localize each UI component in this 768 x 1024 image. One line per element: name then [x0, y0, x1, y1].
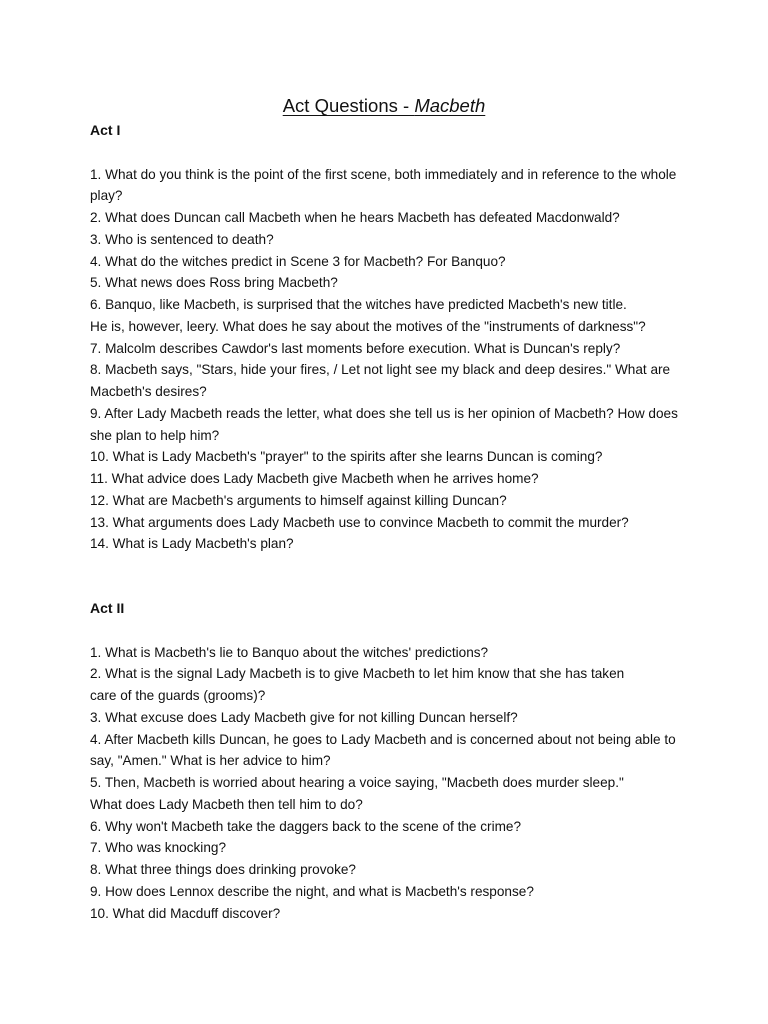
question-item: 5. What news does Ross bring Macbeth? [90, 275, 338, 291]
question-item: 9. How does Lennox describe the night, and what is Macbeth's response? [90, 883, 534, 899]
section-act-1 [90, 120, 685, 555]
question-item: 8. What three things does drinking provoke? [90, 862, 356, 877]
question-item: 11. What advice does Lady Macbeth give Macbeth when he arrives home? [90, 471, 539, 486]
question-item: 10. What is Lady Macbeth's "prayer" to the spirits after she learns Duncan is coming? [90, 449, 603, 465]
question-item: 2. What does Duncan call Macbeth when he hears Macbeth has defeated Macdonwald? [90, 210, 620, 225]
spacer [90, 620, 685, 642]
act-1-heading: Act I [90, 122, 121, 138]
question-item: 6. Why won't Macbeth take the daggers back to the scene of the crime? [90, 818, 522, 834]
question-item: What does Lady Macbeth then tell him to do? [90, 796, 363, 812]
question-item: 13. What arguments does Lady Macbeth use to convince Macbeth to commit the murder? [90, 514, 629, 530]
question-item: 9. After Lady Macbeth reads the letter, what does she tell us is her opinion of Macbeth? How does she plan to help him? [90, 405, 678, 443]
question-item: 10. What did Macduff discover? [90, 905, 281, 921]
question-item: 3. Who is sentenced to death? [90, 231, 274, 247]
question-item: 14. What is Lady Macbeth's plan? [90, 536, 294, 552]
question-item: 7. Malcolm describes Cawdor's last moments before execution. What is Duncan's reply? [90, 340, 621, 356]
page-title [0, 94, 768, 118]
question-item: 5. Then, Macbeth is worried about hearing a voice saying, "Macbeth does murder sleep." [90, 775, 624, 790]
question-item: 6. Banquo, like Macbeth, is surprised that the witches have predicted Macbeth's new title. [90, 297, 627, 312]
question-item: 1. What do you think is the point of the first scene, both immediately and in reference to the whole play? [90, 166, 677, 204]
spacer [90, 142, 685, 164]
question-item: 4. What do the witches predict in Scene 3 for Macbeth? For Banquo? [90, 253, 506, 269]
question-item: 2. What is the signal Lady Macbeth is to give Macbeth to let him know that she has taken [90, 666, 625, 682]
question-item: 4. After Macbeth kills Duncan, he goes to Lady Macbeth and is concerned about not being able to say, "Amen." What is her advice to him? [90, 731, 676, 769]
question-item: 1. What is Macbeth's lie to Banquo about the witches' predictions? [90, 644, 489, 660]
title-play-name: Macbeth [414, 95, 486, 116]
question-item: 7. Who was knocking? [90, 840, 227, 856]
act-2-heading: Act II [90, 600, 125, 616]
question-item: 12. What are Macbeth's arguments to himself against killing Duncan? [90, 492, 507, 508]
question-item: 8. Macbeth says, "Stars, hide your fires, / Let not light see my black and deep desires." What are Macbeth's desires? [90, 362, 671, 399]
title-prefix: Act Questions - [282, 95, 415, 116]
question-item: 3. What excuse does Lady Macbeth give for not killing Duncan herself? [90, 709, 518, 725]
question-item: care of the guards (grooms)? [90, 688, 266, 703]
question-item: He is, however, leery. What does he say about the motives of the "instruments of darkness"? [90, 318, 646, 334]
section-act-2 [90, 598, 685, 924]
